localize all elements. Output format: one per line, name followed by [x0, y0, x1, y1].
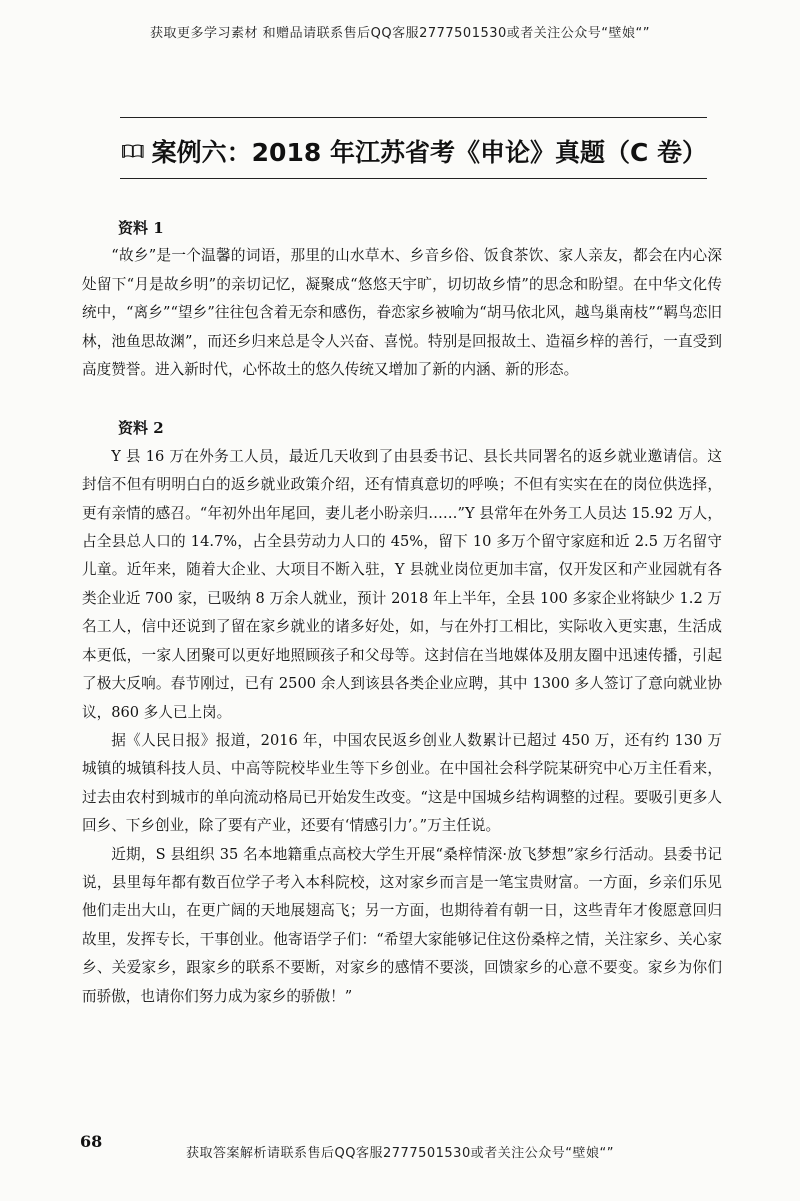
- header-note: 获取更多学习素材 和赠品请联系售后QQ客服2777501530或者关注公众号“壁娘“”: [149, 26, 650, 41]
- open-book-icon: [122, 134, 144, 168]
- paragraph: Y 县 16 万在外务工人员，最近几天收到了由县委书记、县长共同署名的返乡就业邀请信。这封信不但有明明白白的返乡就业政策介绍，还有情真意切的呼唤；不但有实实在在的岗位供选择，更有亲情的感召。“年初外出年尾回，妻儿老小盼亲归……”Y 县常年在外务工人员达 15.92 万人，占全县总人口的 14.7%，占全县劳动力人口的 45%，留下 10 多万个留守家庭和近 2.5 万名留守儿童。近年来，随着大企业、大项目不断入驻，Y 县就业岗位更加丰富，仅开发区和产业园就有各类企业近 700 家，已吸纳 8 万余人就业，预计 2018 年上半年，全县 100 多家企业将缺少 1.2 万名工人，信中还说到了留在家乡就业的诸多好处，如，与在外打工相比，实际收入更实惠，生活成本更低，一家人团聚可以更好地照顾孩子和父母等。这封信在当地媒体及朋友圈中迅速传播，引起了极大反响。春节刚过，已有 2500 余人到该县各类企业应聘，其中 1300 多人签订了意向就业协议，860 多人已上岗。: [82, 447, 722, 721]
- page-title: 案例六：2018 年江苏省考《申论》真题（C 卷）: [151, 138, 707, 167]
- title-row: [122, 131, 707, 171]
- footer-note: 获取答案解析请联系售后QQ客服2777501530或者关注公众号“壁娘“”: [186, 1146, 614, 1161]
- section-heading: 资料 2: [118, 419, 164, 438]
- section-gap: [82, 384, 722, 414]
- title-top-rule: [120, 117, 707, 118]
- paragraph: 据《人民日报》报道，2016 年，中国农民返乡创业人数累计已超过 450 万，还有约 130 万城镇的城镇科技人员、中高等院校毕业生等下乡创业。在中国社会科学院某研究中心万主任看来，过去由农村到城市的单向流动格局已开始发生改变。“这是中国城乡结构调整的过程。要吸引更多人回乡、下乡创业，除了要有产业，还要有‘情感引力’。”万主任说。: [82, 731, 722, 835]
- page-number: 68: [80, 1132, 103, 1151]
- paragraph: 近期，S 县组织 35 名本地籍重点高校大学生开展“桑梓情深·放飞梦想”家乡行活动。县委书记说，县里每年都有数百位学子考入本科院校，这对家乡而言是一笔宝贵财富。一方面，乡亲们乐见他们走出大山，在更广阔的天地展翅高飞；另一方面，也期待着有朝一日，这些青年才俊愿意回归故里，发挥专长，干事创业。他寄语学子们：“希望大家能够记住这份桑梓之情，关注家乡、关心家乡、关爱家乡，跟家乡的联系不要断，对家乡的感情不要淡，回馈家乡的心意不要变。家乡为你们而骄傲，也请你们努力成为家乡的骄傲！”: [82, 845, 722, 1005]
- title-bottom-rule: [120, 178, 707, 179]
- document-body: [82, 214, 722, 1011]
- paragraph: “故乡”是一个温馨的词语，那里的山水草木、乡音乡俗、饭食茶饮、家人亲友，都会在内心深处留下“月是故乡明”的亲切记忆，凝聚成“悠悠天宇旷，切切故乡情”的思念和盼望。在中华文化传统中，“离乡”“望乡”往往包含着无奈和感伤，眷恋家乡被喻为“胡马依北风，越鸟巢南枝”“羁鸟恋旧林，池鱼思故渊”，而还乡归来总是令人兴奋、喜悦。特别是回报故土、造福乡梓的善行，一直受到高度赞誉。进入新时代，心怀故土的悠久传统又增加了新的内涵、新的形态。: [82, 247, 722, 379]
- section-heading: 资料 1: [118, 219, 164, 237]
